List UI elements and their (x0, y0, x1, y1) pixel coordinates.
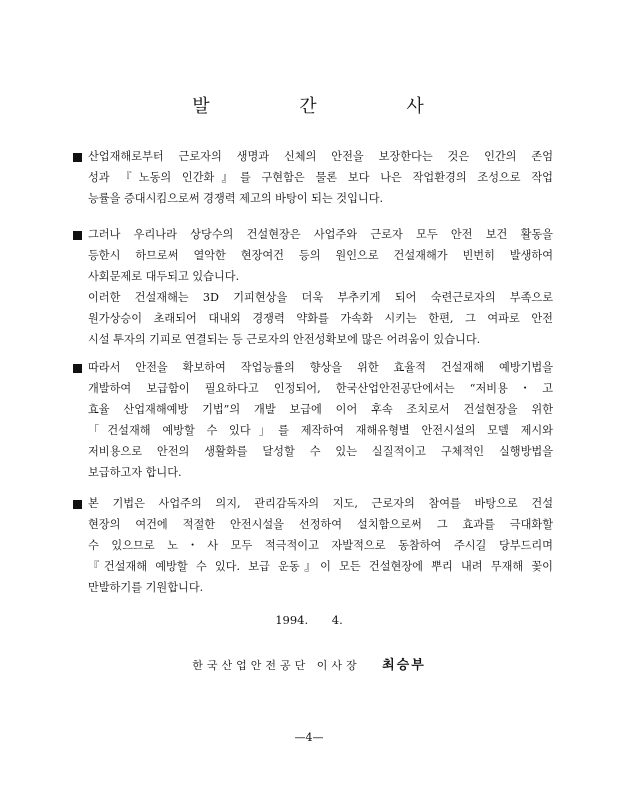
bullet-square-icon (73, 500, 82, 509)
signoff (0, 654, 618, 673)
paragraph-line: 성과 『노동의 인간화』를 구현함은 물론 보다 나은 작업환경의 조성으로 작업 (88, 171, 553, 184)
paragraph-1 (88, 146, 553, 209)
signoff-organization: 한국산업안전공단 이사장 (192, 659, 361, 672)
paragraph-line: 따라서 안전을 확보하여 작업능률의 향상을 위한 효율적 건설재해 예방기법을 (88, 361, 553, 374)
paragraph-line: 개발하여 보급함이 필요하다고 인정되어, 한국산업안전공단에서는 “저비용・고 (88, 382, 553, 395)
paragraph-line: 능률을 증대시킴으로써 경쟁력 제고의 바탕이 되는 것입니다. (88, 192, 384, 205)
paragraph-line: 그러나 우리나라 상당수의 건설현장은 사업주와 근로자 모두 안전 보건 활동을 (88, 228, 553, 241)
publication-date: 1994. 4. (275, 613, 343, 627)
paragraph-line: 원가상승이 초래되어 대내외 경쟁력 약화를 가속화 시키는 한편, 그 여파로 안전 (88, 312, 553, 325)
paragraph-line: 시설 투자의 기피로 연결되는 등 근로자의 안전성확보에 많은 어려움이 있습니다. (88, 333, 481, 346)
paragraph-line: 효율 산업재해예방 기법”의 개발 보급에 이어 후속 조치로서 건설현장을 위한 (88, 403, 553, 416)
paragraph-line: 현장의 여건에 적절한 안전시설을 선정하여 설치함으로써 그 효과를 극대화할 (88, 518, 553, 531)
paragraph-line: 본 기법은 사업주의 의지, 관리감독자의 지도, 근로자의 참여를 바탕으로 건설 (88, 497, 553, 510)
paragraph-line: 이러한 건설재해는 3D 기피현상을 더욱 부추키게 되어 숙련근로자의 부족으로 (88, 291, 553, 304)
paragraph-line: 산업재해로부터 근로자의 생명과 신체의 안전을 보장한다는 것은 인간의 존엄 (88, 150, 553, 163)
paragraph-line: 「건설재해 예방할 수 있다」를 제작하여 재해유형별 안전시설의 모델 제시와 (88, 424, 553, 437)
paragraph-line: 『건설재해 예방할 수 있다. 보급 운동』이 모든 건설현장에 뿌리 내려 무재해 꽃이 (88, 560, 553, 573)
bullet-square-icon (73, 153, 82, 162)
paragraph-4 (88, 493, 553, 598)
paragraph-2 (88, 224, 553, 350)
paragraph-line: 수 있으므로 노・사 모두 적극적이고 자발적으로 동참하여 주시길 당부드리며 (88, 539, 553, 552)
paragraph-line: 보급하고자 합니다. (88, 466, 182, 479)
page-number: —4— (294, 731, 324, 744)
paragraph-line: 저비용으로 안전의 생활화를 달성할 수 있는 실질적이고 구체적인 실행방법을 (88, 445, 553, 458)
bullet-square-icon (73, 364, 82, 373)
paragraph-line: 사회문제로 대두되고 있습니다. (88, 270, 240, 283)
page-title: 발 간 사 (192, 96, 466, 117)
paragraph-line: 만발하기를 기원합니다. (88, 581, 204, 594)
signoff-name: 최승부 (382, 658, 426, 673)
bullet-square-icon (73, 231, 82, 240)
paragraph-line: 등한시 하므로써 열악한 현장여건 등의 원인으로 건설재해가 빈번히 발생하여 (88, 249, 553, 262)
paragraph-3 (88, 357, 553, 483)
